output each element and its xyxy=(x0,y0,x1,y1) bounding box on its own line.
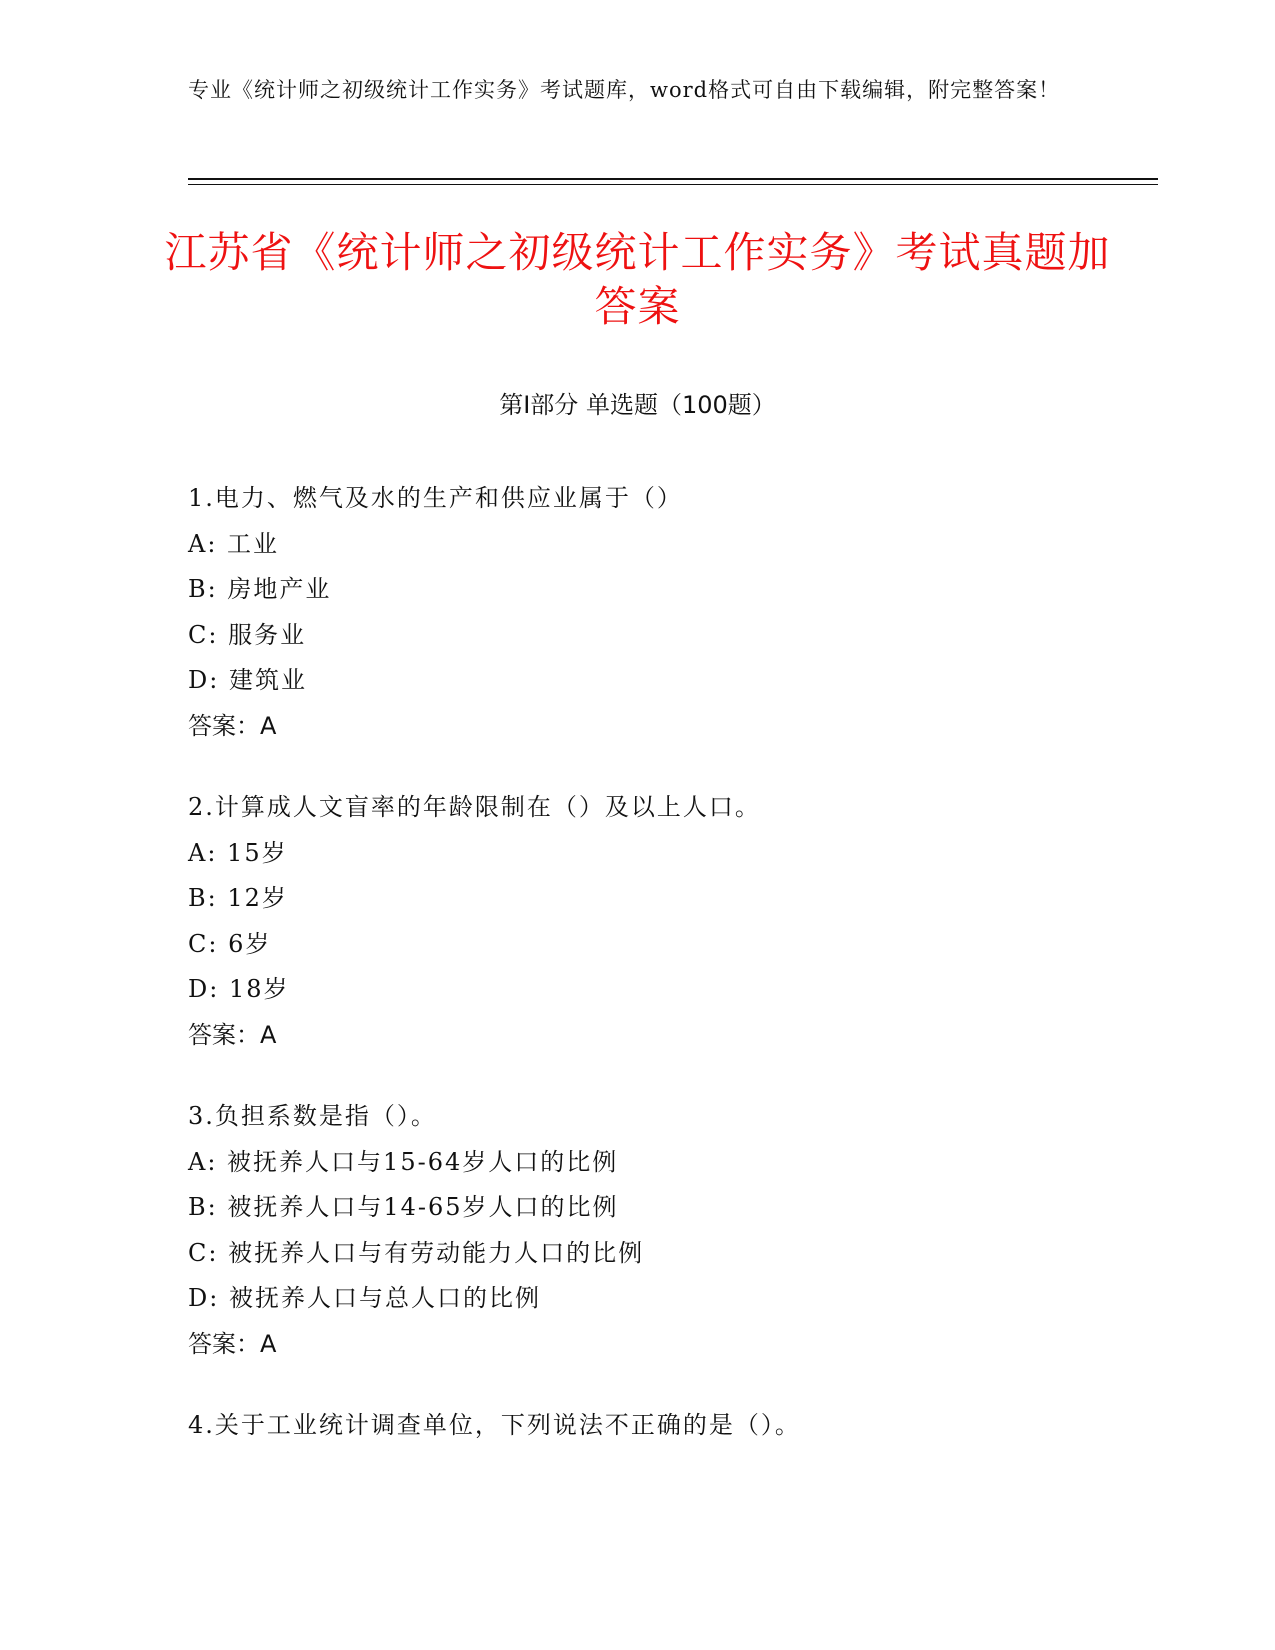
option-a: A: 15岁 xyxy=(188,838,288,867)
question-stem: 1.电力、燃气及水的生产和供应业属于（） xyxy=(188,484,683,512)
answer: 答案：A xyxy=(188,711,277,740)
question-2 xyxy=(188,785,1148,1058)
option-c: C: 被抚养人口与有劳动能力人口的比例 xyxy=(188,1238,645,1267)
option-d: D: 被抚养人口与总人口的比例 xyxy=(188,1284,541,1312)
header-note: 专业《统计师之初级统计工作实务》考试题库，word格式可自由下载编辑，附完整答案！ xyxy=(188,78,1061,102)
header-divider-thin xyxy=(188,184,1158,185)
question-stem: 4.关于工业统计调查单位，下列说法不正确的是（）。 xyxy=(188,1411,801,1439)
option-d: D: 建筑业 xyxy=(188,666,307,694)
answer: 答案：A xyxy=(188,1020,277,1049)
question-1 xyxy=(188,476,1148,749)
question-3 xyxy=(188,1094,1148,1367)
header-divider xyxy=(188,178,1158,180)
option-c: C: 服务业 xyxy=(188,620,307,649)
document-title: 江苏省《统计师之初级统计工作实务》考试真题加答案 xyxy=(164,228,1111,331)
option-d: D: 18岁 xyxy=(188,975,290,1003)
option-b: B: 房地产业 xyxy=(188,575,332,603)
option-a: A: 工业 xyxy=(188,529,280,558)
option-b: B: 12岁 xyxy=(188,884,288,912)
question-stem: 3.负担系数是指（）。 xyxy=(188,1102,437,1130)
option-c: C: 6岁 xyxy=(188,929,272,958)
question-stem: 2.计算成人文盲率的年龄限制在（）及以上人口。 xyxy=(188,793,761,821)
option-a: A: 被抚养人口与15-64岁人口的比例 xyxy=(188,1147,619,1176)
question-4 xyxy=(188,1403,1148,1449)
question-list xyxy=(188,476,1148,1485)
answer: 答案：A xyxy=(188,1329,277,1358)
section-heading: 第Ⅰ部分 单选题（100题） xyxy=(499,391,776,419)
option-b: B: 被抚养人口与14-65岁人口的比例 xyxy=(188,1193,619,1221)
